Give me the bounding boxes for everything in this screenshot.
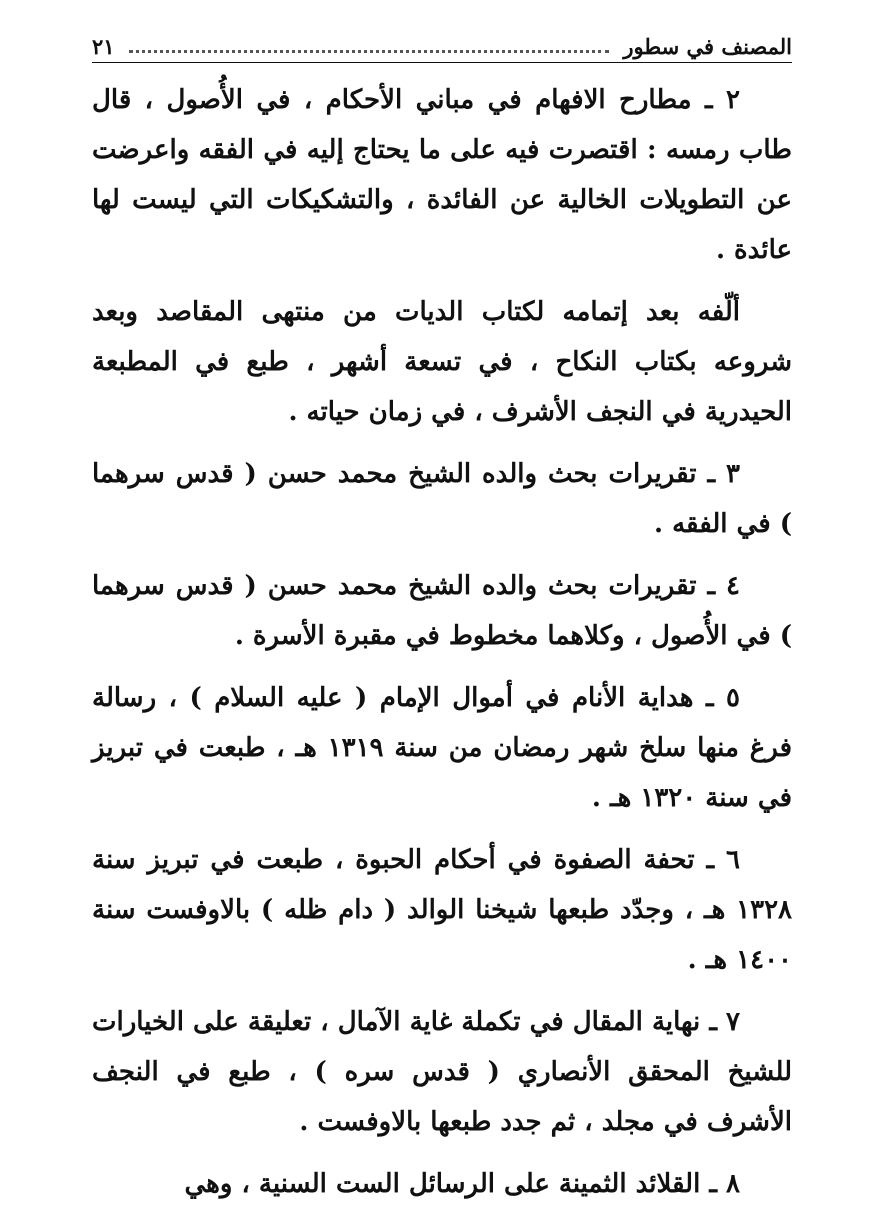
- page-number: ٢١: [92, 34, 115, 59]
- running-head-title: المصنف في سطور: [623, 34, 792, 59]
- entry-2-paragraph: ٢ ـ مطارح الافهام في مباني الأحكام ، في الأُصول ، قال طاب رمسه : اقتصرت فيه على ما يحتاج إليه في الفقه واعرضت عن التطويلات الخالية عن الفائدة ، والتشكيكات التي ليست لها عائدة .: [92, 85, 792, 265]
- entry-3-paragraph: ٣ ـ تقريرات بحث والده الشيخ محمد حسن ( قدس سرهما ) في الفقه .: [92, 459, 792, 539]
- entry-7-paragraph: ٧ ـ نهاية المقال في تكملة غاية الآمال ، تعليقة على الخيارات للشيخ المحقق الأنصاري ( قدس سره ) ، طبع في النجف الأشرف في مجلد ، ثم جدد طبعها بالاوفست .: [92, 1007, 792, 1137]
- entry-2-note-paragraph: ألّفه بعد إتمامه لكتاب الديات من منتهى المقاصد وبعد شروعه بكتاب النكاح ، في تسعة أشهر ، طبع في المطبعة الحيدرية في النجف الأشرف ، في زمان حياته .: [92, 297, 792, 427]
- body-text: [92, 75, 792, 1209]
- running-head: [92, 30, 792, 63]
- entry-5-paragraph: ٥ ـ هداية الأنام في أموال الإمام ( عليه السلام ) ، رسالة فرغ منها سلخ شهر رمضان من سنة ١٣١٩ هـ ، طبعت في تبريز في سنة ١٣٢٠ هـ .: [92, 683, 792, 813]
- entry-8-paragraph: ٨ ـ القلائد الثمينة على الرسائل الست السنية ، وهي: [184, 1169, 740, 1199]
- page: [92, 30, 792, 1221]
- entry-4-paragraph: ٤ ـ تقريرات بحث والده الشيخ محمد حسن ( قدس سرهما ) في الأُصول ، وكلاهما مخطوط في مقبرة الأسرة .: [92, 571, 792, 651]
- entry-6-paragraph: ٦ ـ تحفة الصفوة في أحكام الحبوة ، طبعت في تبريز سنة ١٣٢٨ هـ ، وجدّد طبعها شيخنا الوالد ( دام ظله ) بالاوفست سنة ١٤٠٠ هـ .: [92, 845, 792, 975]
- leader-dots: [129, 50, 610, 53]
